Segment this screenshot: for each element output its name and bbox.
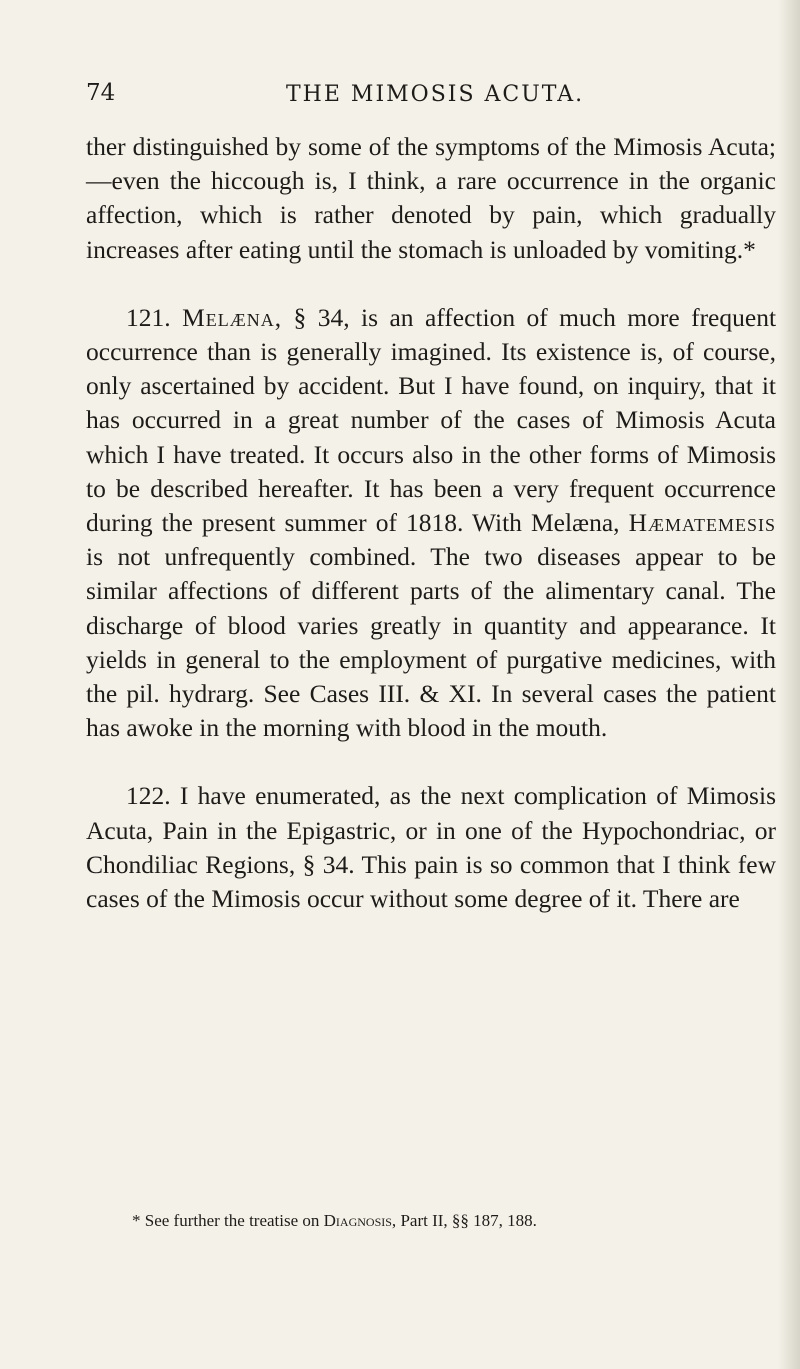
paragraph-122 — [86, 779, 776, 916]
paragraph-121 — [86, 301, 776, 746]
term-haematemesis: Hæmatemesis — [628, 508, 777, 538]
page-number: 74 — [86, 80, 116, 106]
page-edge-shadow — [778, 0, 800, 1369]
paragraph-text: is not unfrequently combined. The two diseases appear to be similar affections of different parts of the alimentary canal. The discharge of blood varies greatly in quantity and appearance. It yields in general to the employment of purgative medicines, with the pil. hydrarg. See Cases III. & XI. In several cases the patient has awoke in the morning with blood in the mouth. — [86, 542, 776, 743]
section-number: 122. — [126, 781, 171, 811]
footnote-text-end: Part II, §§ 187, 188. — [400, 1211, 537, 1230]
footnote-marker: * — [132, 1211, 141, 1230]
page-header — [86, 80, 776, 114]
term-melaena: Melæna, — [182, 302, 283, 332]
body-text — [86, 130, 776, 916]
footnote-term: Diagnosis, — [323, 1211, 397, 1230]
paragraph-gap — [86, 267, 776, 301]
section-number: 121. — [126, 302, 171, 332]
paragraph-continued: ther distinguished by some of the symptoms of the Mimosis Acuta;—even the hiccough is, I think, a rare occurrence in the organic affection, which is rather denoted by pain, which gradually increases after eating until the stomach is unloaded by vomiting.* — [86, 132, 776, 264]
paragraph-text: § 34, is an affection of much more frequent occurrence than is generally imagined. Its existence is, of course, only ascertained by accident. But I have found, on inquiry, that it has occurred in a great number of the cases of Mimosis Acuta which I have treated. It occurs also in the other forms of Mimosis to be described hereafter. It has been a very frequent occurrence during the present summer of 1818. With Melæna, — [86, 302, 777, 538]
running-head: THE MIMOSIS ACUTA. — [286, 82, 585, 107]
paragraph-text: I have enumerated, as the next complication of Mimosis Acuta, Pain in the Epigastric, or in one of the Hypochondriac, or Chondiliac Regions, § 34. This pain is so common that I think few cases of the Mimosis occur without some degree of it. There are — [86, 781, 776, 914]
paragraph-gap — [86, 745, 776, 779]
footnote-text: See further the treatise on — [144, 1211, 320, 1230]
footnote — [132, 1211, 772, 1231]
